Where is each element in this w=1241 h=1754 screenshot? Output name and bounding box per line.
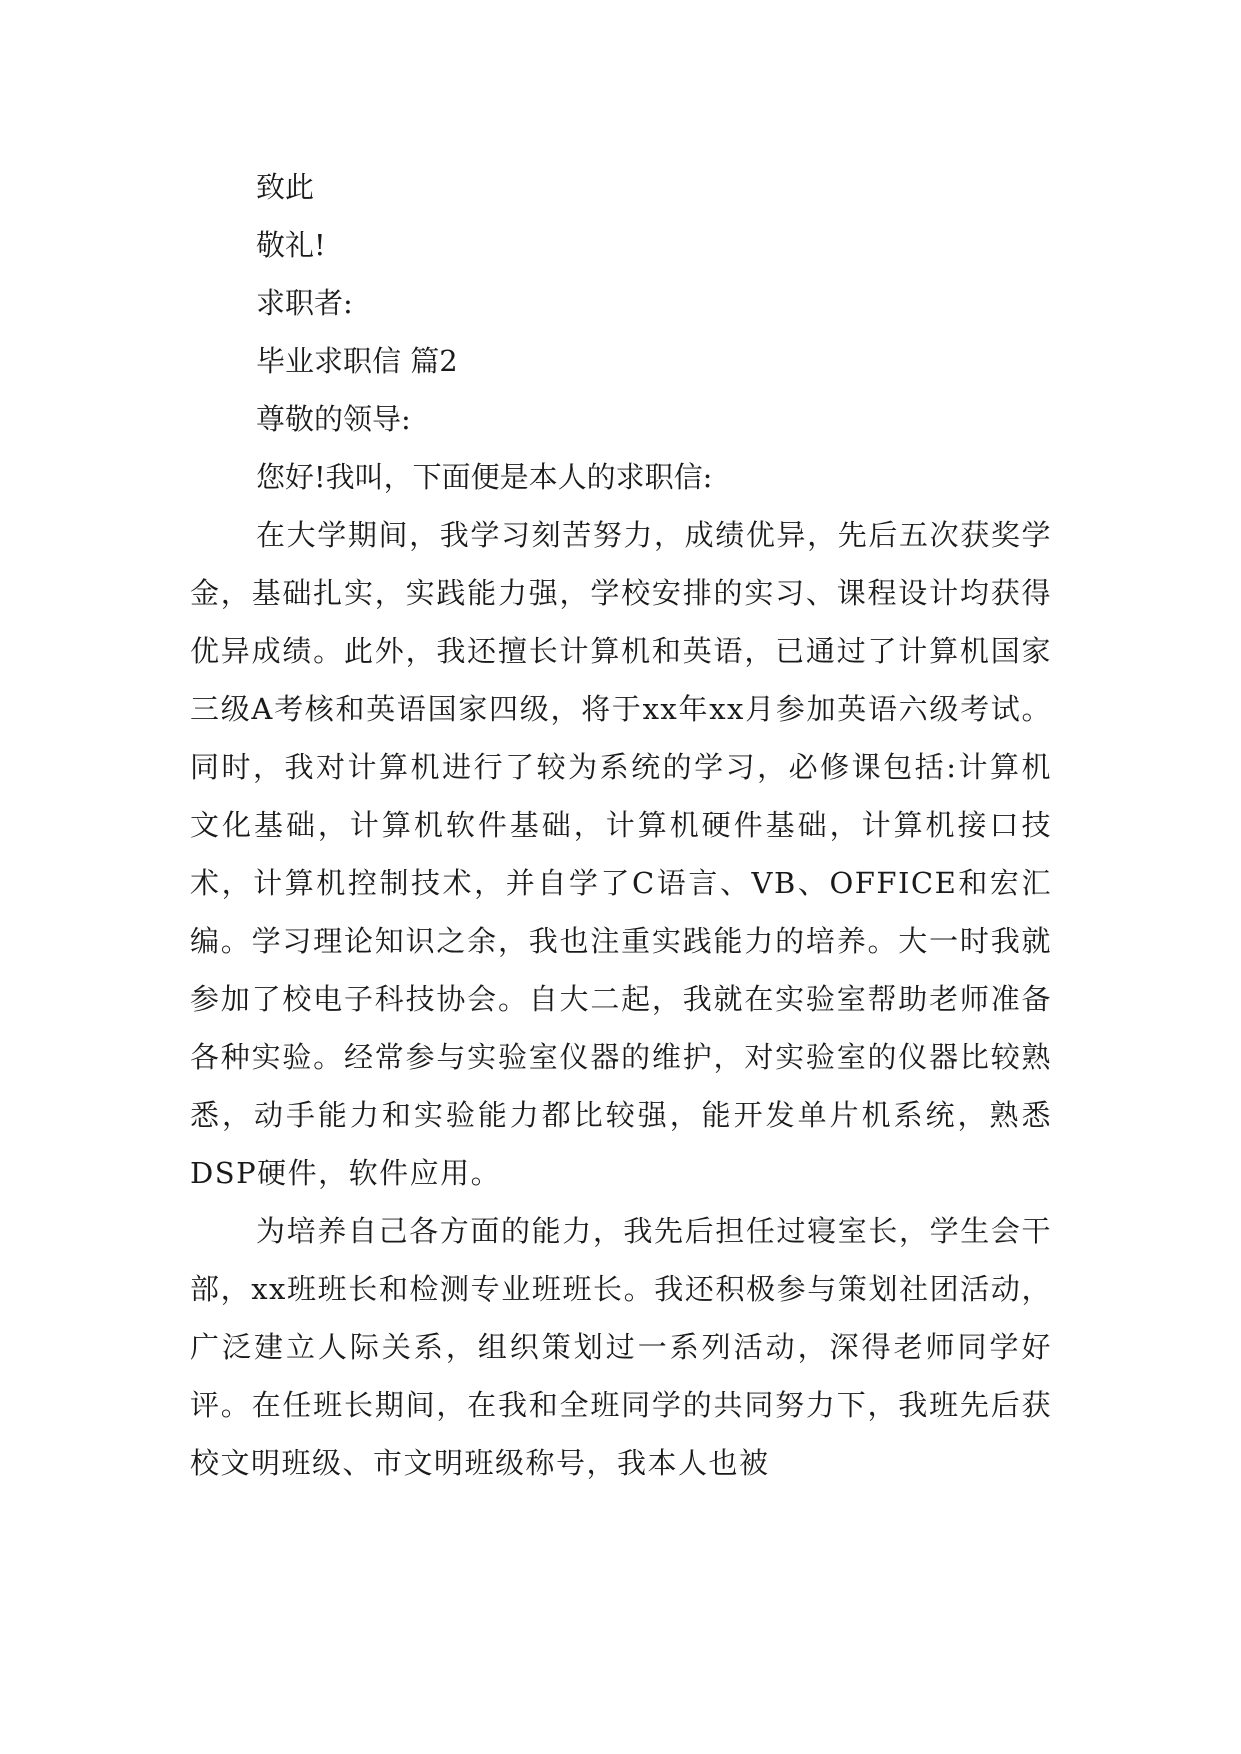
salutation: 尊敬的领导: (256, 402, 411, 436)
section-title: 毕业求职信 篇2 (256, 344, 458, 378)
body-paragraph-2: 为培养自己各方面的能力，我先后担任过寝室长，学生会干部，xx班班长和检测专业班班长。我还积极参与策划社团活动，广泛建立人际关系，组织策划过一系列活动，深得老师同学好评。在任班长期间，在我和全班同学的共同努力下，我班先后获校文明班级、市文明班级称号，我本人也被 (190, 1214, 1052, 1480)
closing-line-2: 敬礼! (256, 228, 326, 262)
letter-body (190, 158, 1052, 1492)
greeting: 您好!我叫，下面便是本人的求职信: (256, 460, 713, 494)
closing-line-3: 求职者: (256, 286, 353, 320)
closing-line-1: 致此 (256, 170, 315, 204)
body-paragraph-1: 在大学期间，我学习刻苦努力，成绩优异，先后五次获奖学金，基础扎实，实践能力强，学校安排的实习、课程设计均获得优异成绩。此外，我还擅长计算机和英语，已通过了计算机国家三级A考核和英语国家四级，将于xx年xx月参加英语六级考试。同时，我对计算机进行了较为系统的学习，必修课包括:计算机文化基础，计算机软件基础，计算机硬件基础，计算机接口技术，计算机控制技术，并自学了C语言、VB、OFFICE和宏汇编。学习理论知识之余，我也注重实践能力的培养。大一时我就参加了校电子科技协会。自大二起，我就在实验室帮助老师准备各种实验。经常参与实验室仪器的维护，对实验室的仪器比较熟悉，动手能力和实验能力都比较强，能开发单片机系统，熟悉DSP硬件，软件应用。 (190, 518, 1052, 1190)
